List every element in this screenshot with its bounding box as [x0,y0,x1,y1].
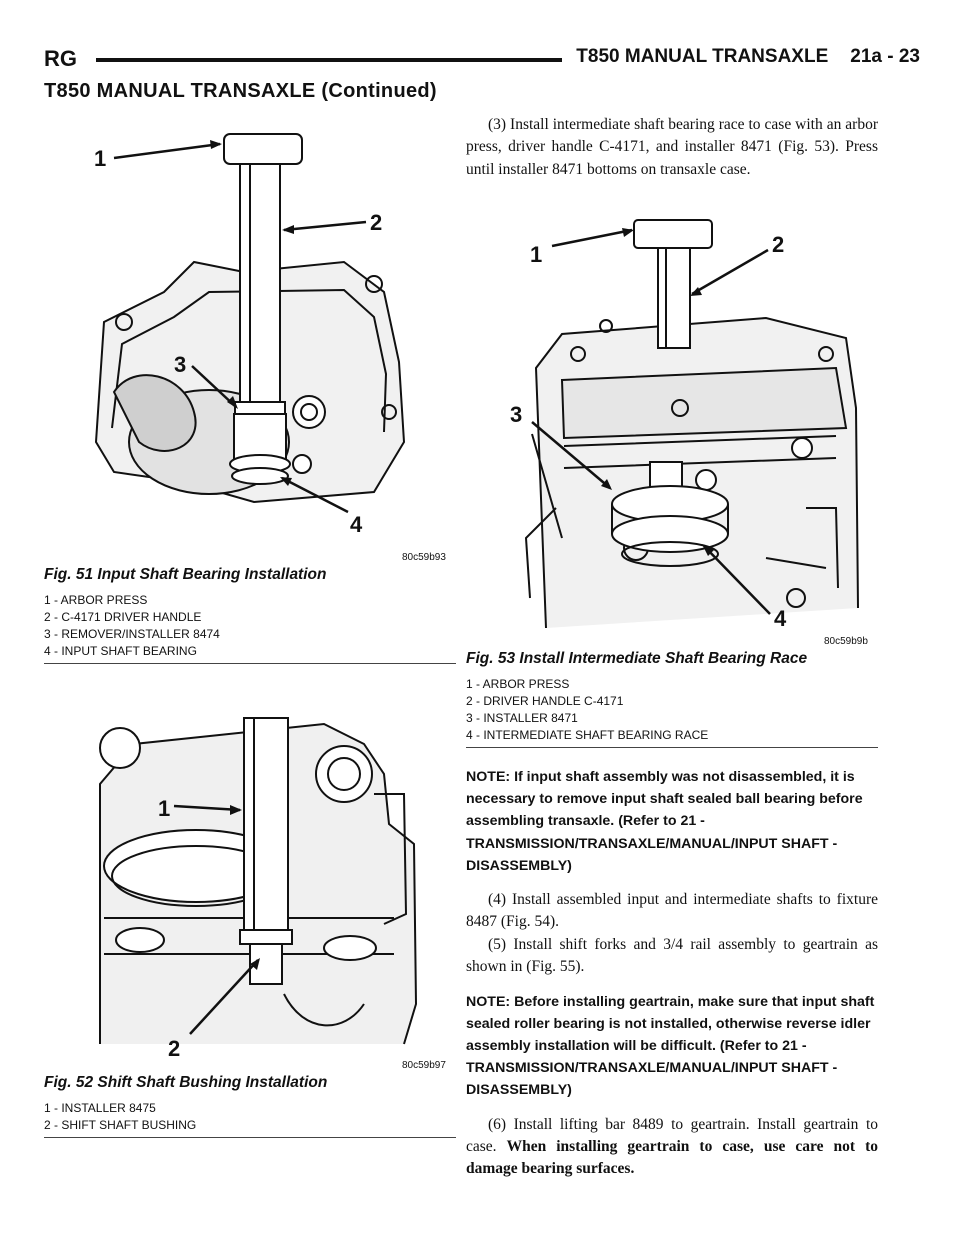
step-6-caution: When installing geartrain to case, use care not to damage bearing surfaces. [466,1138,878,1178]
fig51-title: Fig. 51 Input Shaft Bearing Installation [44,566,327,583]
fig52-item-2: 2 - SHIFT SHAFT BUSHING [44,1118,197,1132]
figure-51 [44,112,456,664]
step-4-text: (4) Install assembled input and intermediate shafts to fixture 8487 (Fig. 54). [466,891,878,931]
fig53-illustration [466,208,878,648]
fig52-title: Fig. 52 Shift Shaft Bushing Installation [44,1074,328,1091]
fig51-callout-3: 3 [174,352,187,377]
fig51-item-1: 1 - ARBOR PRESS [44,593,148,607]
fig52-code: 80c59b97 [402,1060,446,1071]
fig52-callout-1: 1 [158,796,171,821]
page-number: 21a - 23 [850,46,920,67]
fig52-illustration [44,704,456,1072]
note-1: NOTE: If input shaft assembly was not disassembled, it is necessary to remove input shaft sealed ball bearing before assembling transaxle. (Refer to 21 - TRANSMISSION/TRANSAXLE/MANUAL/INPUT SHAFT - DISASSEMBLY) [466,769,863,874]
body-text [466,766,878,1181]
fig51-callout-4: 4 [350,512,363,537]
fig51-callout-2: 2 [370,210,383,235]
fig53-item-2: 2 - DRIVER HANDLE C-4171 [466,694,624,708]
fig53-rule [466,747,878,748]
fig51-rule [44,663,456,664]
note-2: NOTE: Before installing geartrain, make sure that input shaft sealed roller bearing is not installed, otherwise reverse idler assembly installation will be difficult. (Refer to 21 - TRANSMISSION/TRANSAXLE/MANUAL/INPUT SHAFT - DISASSEMBLY) [466,993,875,1099]
step-6-text [466,1114,878,1181]
fig51-callout-1: 1 [94,146,107,171]
fig53-title: Fig. 53 Install Intermediate Shaft Bearing Race [466,650,808,667]
fig53-callout-2: 2 [772,232,785,257]
header-title: T850 MANUAL TRANSAXLE [576,46,829,67]
step-3-text: (3) Install intermediate shaft bearing race to case with an arbor press, driver handle C-4171, and installer 8471 (Fig. 53). Press until installer 8471 bottoms on transaxle case. [466,116,878,178]
fig53-callout-3: 3 [510,402,523,427]
fig52-callout-2: 2 [168,1036,181,1061]
fig52-rule [44,1137,456,1138]
fig53-item-3: 3 - INSTALLER 8471 [466,711,578,725]
fig51-item-4: 4 - INPUT SHAFT BEARING [44,644,197,658]
header-section-code: RG [44,46,77,71]
fig53-item-1: 1 - ARBOR PRESS [466,677,570,691]
fig51-code: 80c59b93 [402,552,446,563]
fig51-item-3: 3 - REMOVER/INSTALLER 8474 [44,627,220,641]
step-6-plain: (6) Install lifting bar 8489 to geartrain. Install geartrain to case. [466,1115,878,1156]
fig52-item-1: 1 - INSTALLER 8475 [44,1101,156,1115]
fig53-code: 80c59b9b [824,636,868,647]
fig53-callout-1: 1 [530,242,543,267]
header-rule [96,58,562,62]
fig51-illustration [44,112,456,564]
step-5-text: (5) Install shift forks and 3/4 rail assembly to geartrain as shown in (Fig. 55). [466,935,878,976]
step-3-block [466,114,878,181]
section-title: T850 MANUAL TRANSAXLE (Continued) [44,80,437,102]
figure-53 [466,208,878,748]
fig53-item-4: 4 - INTERMEDIATE SHAFT BEARING RACE [466,728,709,742]
fig51-item-2: 2 - C-4171 DRIVER HANDLE [44,610,202,624]
figure-52 [44,704,456,1138]
header-right [574,46,920,68]
fig53-callout-4: 4 [774,606,787,631]
